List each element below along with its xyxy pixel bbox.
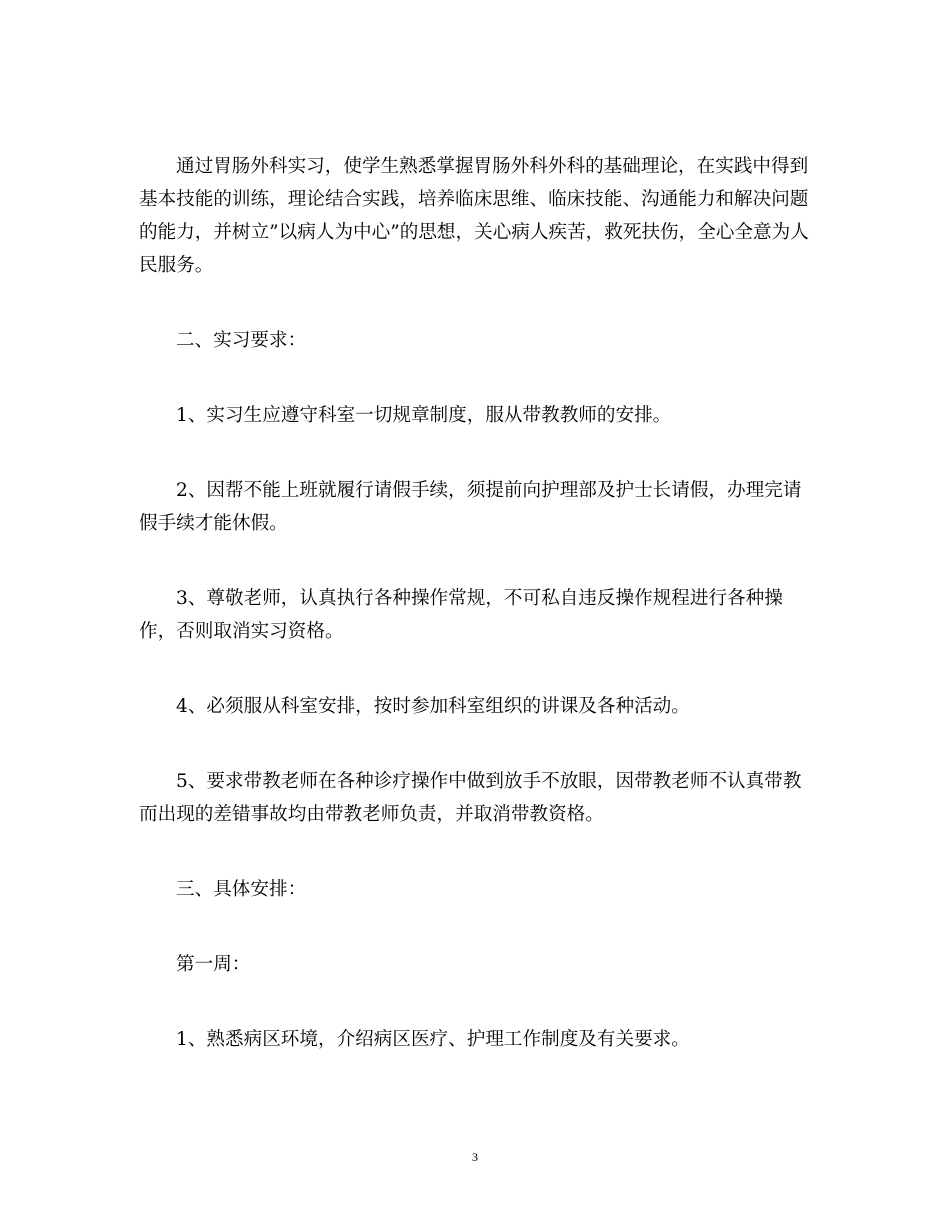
page-number: 3 <box>472 1150 478 1164</box>
week-one-item-1: 1、熟悉病区环境，介绍病区医疗、护理工作制度及有关要求。 <box>176 1029 690 1050</box>
heading-week-one: 第一周： <box>176 954 251 975</box>
paragraph-intro: 通过胃肠外科实习，使学生熟悉掌握胃肠外科外科的基础理论，在实践中得到基本技能的训练，理论结合实践，培养临床思维、临床技能、沟通能力和解决问题的能力，并树立”以病人为中心”的思想，关心病人疾苦，救死扶伤，全心全意为人民服务。 <box>139 156 809 276</box>
requirement-item-2: 2、因帮不能上班就履行请假手续，须提前向护理部及护士长请假，办理完请假手续才能休假。 <box>139 480 802 534</box>
heading-specific-arrangements: 三、具体安排： <box>176 879 307 900</box>
heading-internship-requirements: 二、实习要求： <box>176 330 307 351</box>
requirement-item-5: 5、要求带教老师在各种诊疗操作中做到放手不放眼，因带教老师不认真带教而出现的差错事故均由带教老师负责，并取消带教资格。 <box>139 771 802 825</box>
requirement-item-4: 4、必须服从科室安排，按时参加科室组织的讲课及各种活动。 <box>176 696 690 717</box>
requirement-item-1: 1、实习生应遵守科室一切规章制度，服从带教教师的安排。 <box>176 405 672 426</box>
document-body <box>139 150 811 1056</box>
requirement-item-3: 3、尊敬老师，认真执行各种操作常规，不可私自违反操作规程进行各种操作，否则取消实习资格。 <box>139 588 783 642</box>
